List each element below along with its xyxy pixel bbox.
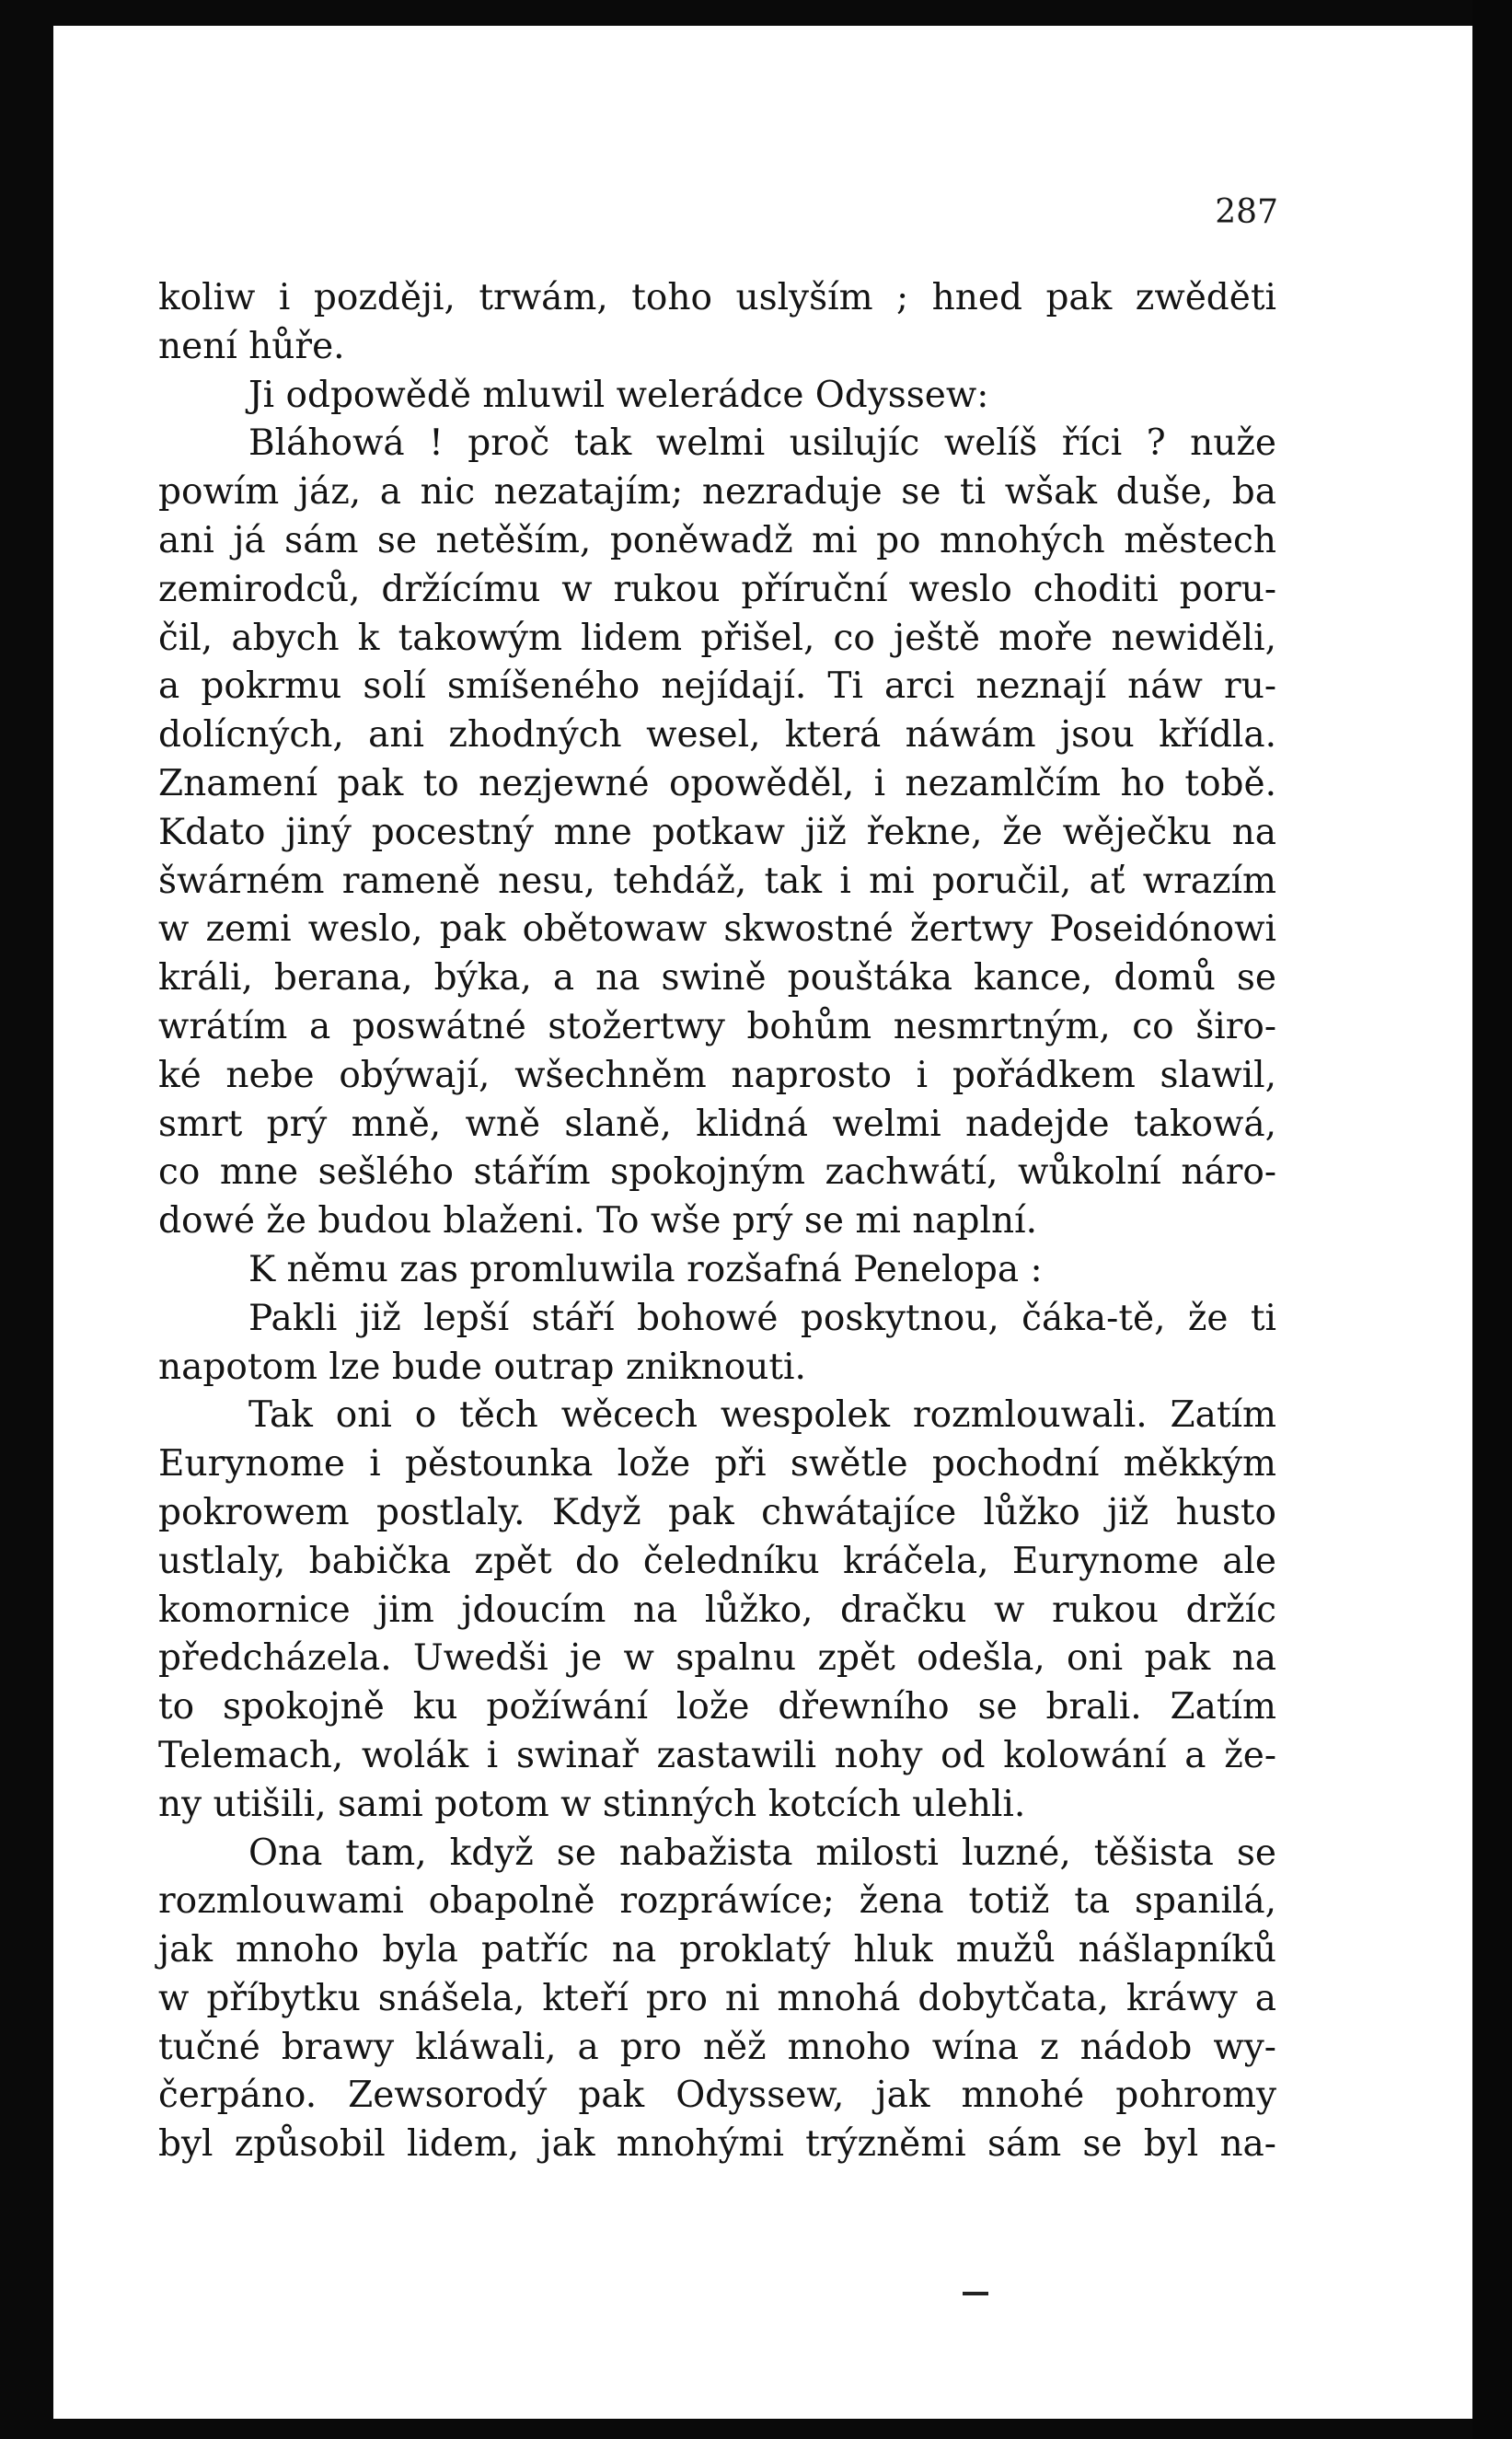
text-line: zemirodců, držícímu w rukou příruční weslo choditi poru-: [158, 568, 1276, 610]
text-line: králi, berana, býka, a na swině pouštáka kance, domů se: [158, 957, 1276, 1000]
page-number: 287: [1215, 193, 1278, 231]
text-line: není hůře.: [158, 325, 345, 367]
body-text: [158, 274, 1276, 2169]
text-line: Telemach, wolák i swinař zastawili nohy od kolowání a že-: [158, 1734, 1276, 1776]
text-line: Znamení pak to nezjewné opowěděl, i nezamlčím ho tobě.: [158, 762, 1276, 804]
text-line: powím jáz, a nic nezatajím; nezraduje se ti wšak duše, ba: [158, 471, 1276, 514]
text-line: Pakli již lepší stáří bohowé poskytnou, čáka-tě, že ti: [248, 1297, 1276, 1339]
text-line: koliw i později, trwám, toho uslyším ; hned pak zwěděti: [158, 277, 1276, 318]
text-line: rozmlouwami obapolně rozpráwíce; žena totiž ta spanilá,: [158, 1880, 1276, 1923]
text-line: napotom lze bude outrap zniknouti.: [158, 1346, 806, 1388]
text-line: dolícných, ani zhodných wesel, která náwám jsou křídla.: [158, 714, 1276, 757]
text-line: co mne sešlého stářím spokojným zachwátí, wůkolní náro-: [158, 1151, 1276, 1194]
text-line: Eurynome i pěstounka lože při swětle pochodní měkkým: [158, 1443, 1276, 1485]
text-line: dowé že budou blaženi. To wše prý se mi naplní.: [158, 1200, 1037, 1243]
text-line: Ji odpowědě mluwil welerádce Odyssew:: [248, 374, 989, 416]
text-line: čil, abych k takowým lidem přišel, co ještě moře newiděli,: [158, 617, 1276, 659]
text-line: jak mnoho byla patříc na proklatý hluk mužů nášlapníků: [158, 1929, 1276, 1971]
text-line: pokrowem postlaly. Když pak chwátajíce lůžko již husto: [158, 1491, 1276, 1533]
text-line: ustlaly, babička zpět do čeledníku kráčela, Eurynome ale: [158, 1540, 1276, 1582]
text-line: wrátím a poswátné stožertwy bohům nesmrtným, co širo-: [158, 1005, 1276, 1047]
text-line: Bláhowá ! proč tak welmi usilujíc welíš říci ? nuže: [248, 422, 1276, 465]
text-line: tučné brawy kláwali, a pro něž mnoho wína z nádob wy-: [158, 2026, 1276, 2068]
text-line: w příbytku snášela, kteří pro ni mnohá dobytčata, kráwy a: [158, 1977, 1276, 2019]
text-line: předcházela. Uwedši je w spalnu zpět odešla, oni pak na: [158, 1637, 1276, 1680]
text-line: to spokojně ku požíwání lože dřewního se brali. Zatím: [158, 1686, 1276, 1728]
text-line: komornice jim jdoucím na lůžko, dračku w rukou držíc: [158, 1589, 1276, 1631]
text-line: K němu zas promluwila rozšafná Penelopa :: [248, 1248, 1043, 1290]
text-line: ny utišili, sami potom w stinných kotcích ulehli.: [158, 1783, 1026, 1825]
text-line: a pokrmu solí smíšeného nejídají. Ti arci neznají náw ru-: [158, 665, 1276, 708]
text-line: byl způsobil lidem, jak mnohými trýzněmi sám se byl na-: [158, 2123, 1276, 2166]
text-line: šwárném rameně nesu, tehdáž, tak i mi poručil, ať wrazím: [158, 860, 1276, 902]
footer-mark: [963, 2292, 988, 2295]
text-line: smrt prý mně, wně slaně, klidná welmi nadejde takowá,: [158, 1103, 1276, 1145]
text-line: ani já sám se netěším, poněwadž mi po mnohých městech: [158, 519, 1276, 561]
scan-border: [1472, 0, 1512, 2439]
text-line: ké nebe obýwají, wšechněm naprosto i pořádkem slawil,: [158, 1054, 1276, 1096]
text-line: Kdato jiný pocestný mne potkaw již řekne, že wěječku na: [158, 811, 1276, 853]
text-line: Tak oni o těch wěcech wespolek rozmlouwali. Zatím: [248, 1394, 1276, 1437]
text-line: čerpáno. Zewsorodý pak Odyssew, jak mnohé pohromy: [158, 2075, 1276, 2117]
text-line: w zemi weslo, pak obětowaw skwostné žertwy Poseidónowi: [158, 908, 1276, 951]
text-line: Ona tam, když se nabažista milosti luzné, těšista se: [248, 1832, 1276, 1874]
